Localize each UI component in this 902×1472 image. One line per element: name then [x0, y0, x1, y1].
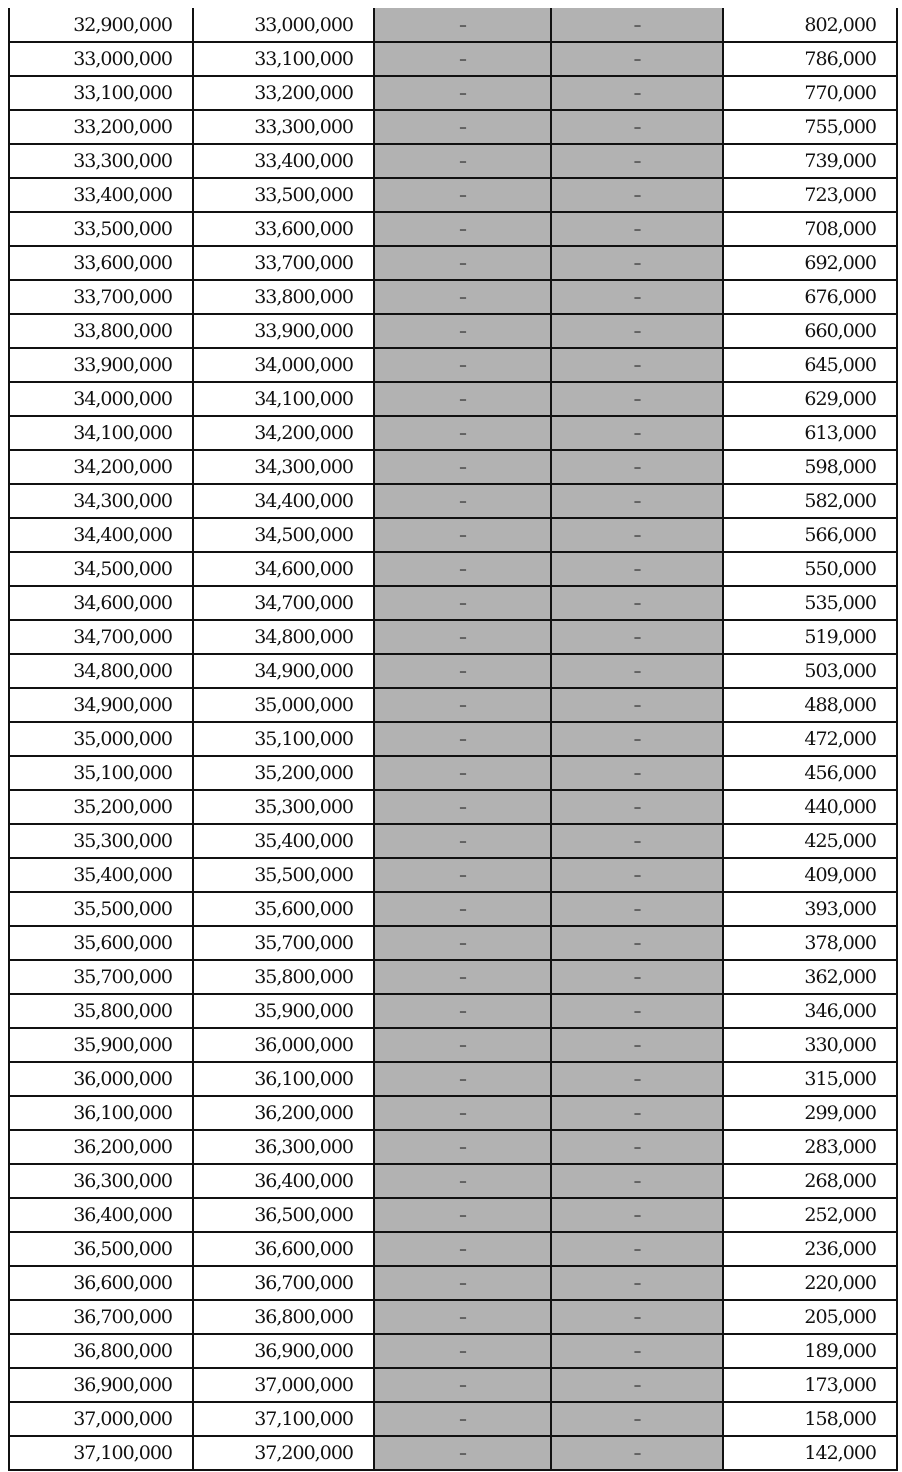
- range-to-cell: 35,500,000: [193, 858, 374, 892]
- gray-cell-1-cell: –: [374, 1130, 551, 1164]
- range-to-cell: 33,500,000: [193, 178, 374, 212]
- gray-cell-1-cell: –: [374, 110, 551, 144]
- table-row: [9, 688, 897, 722]
- table-row: [9, 416, 897, 450]
- range-from-cell: 35,200,000: [9, 790, 193, 824]
- table-row: [9, 722, 897, 756]
- gray-cell-2-cell: –: [551, 42, 723, 76]
- range-from-cell: 34,100,000: [9, 416, 193, 450]
- gray-cell-1-cell: –: [374, 1028, 551, 1062]
- range-from-cell: 34,900,000: [9, 688, 193, 722]
- range-from-cell: 35,100,000: [9, 756, 193, 790]
- gray-cell-1-cell: –: [374, 960, 551, 994]
- range-from-cell: 33,400,000: [9, 178, 193, 212]
- gray-cell-1-cell: –: [374, 484, 551, 518]
- gray-cell-2-cell: –: [551, 994, 723, 1028]
- amount-cell: 488,000: [723, 688, 897, 722]
- gray-cell-2-cell: –: [551, 178, 723, 212]
- gray-cell-2-cell: –: [551, 858, 723, 892]
- amount-cell: 362,000: [723, 960, 897, 994]
- gray-cell-2-cell: –: [551, 1334, 723, 1368]
- table-row: [9, 960, 897, 994]
- table-row: [9, 858, 897, 892]
- gray-cell-2-cell: –: [551, 1130, 723, 1164]
- range-to-cell: 34,400,000: [193, 484, 374, 518]
- gray-cell-2-cell: –: [551, 348, 723, 382]
- range-from-cell: 35,900,000: [9, 1028, 193, 1062]
- range-to-cell: 34,600,000: [193, 552, 374, 586]
- amount-cell: 315,000: [723, 1062, 897, 1096]
- gray-cell-1-cell: –: [374, 1232, 551, 1266]
- gray-cell-2-cell: –: [551, 144, 723, 178]
- range-from-cell: 35,000,000: [9, 722, 193, 756]
- range-from-cell: 33,900,000: [9, 348, 193, 382]
- amount-cell: 346,000: [723, 994, 897, 1028]
- amount-cell: 456,000: [723, 756, 897, 790]
- range-to-cell: 35,000,000: [193, 688, 374, 722]
- range-to-cell: 36,800,000: [193, 1300, 374, 1334]
- gray-cell-1-cell: –: [374, 1334, 551, 1368]
- amount-cell: 676,000: [723, 280, 897, 314]
- amount-cell: 598,000: [723, 450, 897, 484]
- gray-cell-1-cell: –: [374, 586, 551, 620]
- range-from-cell: 33,700,000: [9, 280, 193, 314]
- gray-cell-2-cell: –: [551, 382, 723, 416]
- gray-cell-1-cell: –: [374, 450, 551, 484]
- table-row: [9, 926, 897, 960]
- range-to-cell: 35,300,000: [193, 790, 374, 824]
- gray-cell-1-cell: –: [374, 552, 551, 586]
- amount-cell: 393,000: [723, 892, 897, 926]
- table-row: [9, 790, 897, 824]
- amount-cell: 205,000: [723, 1300, 897, 1334]
- range-to-cell: 37,000,000: [193, 1368, 374, 1402]
- table-row: [9, 110, 897, 144]
- table-row: [9, 42, 897, 76]
- gray-cell-1-cell: –: [374, 892, 551, 926]
- table-row: [9, 450, 897, 484]
- table-row: [9, 212, 897, 246]
- range-to-cell: 36,700,000: [193, 1266, 374, 1300]
- table-row: [9, 1266, 897, 1300]
- amount-cell: 220,000: [723, 1266, 897, 1300]
- amount-cell: 550,000: [723, 552, 897, 586]
- gray-cell-1-cell: –: [374, 1096, 551, 1130]
- range-to-cell: 36,900,000: [193, 1334, 374, 1368]
- range-from-cell: 33,000,000: [9, 42, 193, 76]
- gray-cell-2-cell: –: [551, 484, 723, 518]
- amount-cell: 503,000: [723, 654, 897, 688]
- gray-cell-2-cell: –: [551, 1096, 723, 1130]
- table-row: [9, 144, 897, 178]
- range-to-cell: 34,900,000: [193, 654, 374, 688]
- range-to-cell: 35,100,000: [193, 722, 374, 756]
- amount-cell: 236,000: [723, 1232, 897, 1266]
- gray-cell-1-cell: –: [374, 926, 551, 960]
- table-body: [9, 8, 897, 1470]
- gray-cell-2-cell: –: [551, 110, 723, 144]
- amount-cell: 739,000: [723, 144, 897, 178]
- gray-cell-1-cell: –: [374, 382, 551, 416]
- gray-cell-1-cell: –: [374, 688, 551, 722]
- range-from-cell: 35,700,000: [9, 960, 193, 994]
- table-row: [9, 824, 897, 858]
- amount-cell: 755,000: [723, 110, 897, 144]
- range-to-cell: 36,000,000: [193, 1028, 374, 1062]
- gray-cell-1-cell: –: [374, 1164, 551, 1198]
- range-from-cell: 34,500,000: [9, 552, 193, 586]
- amount-cell: 582,000: [723, 484, 897, 518]
- gray-cell-1-cell: –: [374, 654, 551, 688]
- gray-cell-2-cell: –: [551, 1266, 723, 1300]
- gray-cell-1-cell: –: [374, 994, 551, 1028]
- amount-cell: 613,000: [723, 416, 897, 450]
- range-to-cell: 36,300,000: [193, 1130, 374, 1164]
- gray-cell-2-cell: –: [551, 654, 723, 688]
- gray-cell-2-cell: –: [551, 960, 723, 994]
- range-from-cell: 36,500,000: [9, 1232, 193, 1266]
- range-to-cell: 34,300,000: [193, 450, 374, 484]
- gray-cell-1-cell: –: [374, 1436, 551, 1470]
- gray-cell-1-cell: –: [374, 1062, 551, 1096]
- range-from-cell: 32,900,000: [9, 8, 193, 42]
- gray-cell-1-cell: –: [374, 1266, 551, 1300]
- gray-cell-2-cell: –: [551, 518, 723, 552]
- range-from-cell: 33,200,000: [9, 110, 193, 144]
- range-from-cell: 36,000,000: [9, 1062, 193, 1096]
- range-from-cell: 34,400,000: [9, 518, 193, 552]
- range-to-cell: 33,000,000: [193, 8, 374, 42]
- amount-cell: 802,000: [723, 8, 897, 42]
- range-from-cell: 35,800,000: [9, 994, 193, 1028]
- gray-cell-1-cell: –: [374, 1368, 551, 1402]
- range-from-cell: 33,600,000: [9, 246, 193, 280]
- amount-cell: 268,000: [723, 1164, 897, 1198]
- amount-cell: 440,000: [723, 790, 897, 824]
- range-to-cell: 33,600,000: [193, 212, 374, 246]
- range-from-cell: 33,300,000: [9, 144, 193, 178]
- amount-cell: 378,000: [723, 926, 897, 960]
- range-to-cell: 36,500,000: [193, 1198, 374, 1232]
- amount-cell: 409,000: [723, 858, 897, 892]
- table-row: [9, 620, 897, 654]
- gray-cell-2-cell: –: [551, 756, 723, 790]
- amount-cell: 425,000: [723, 824, 897, 858]
- gray-cell-1-cell: –: [374, 314, 551, 348]
- amount-cell: 519,000: [723, 620, 897, 654]
- range-to-cell: 35,800,000: [193, 960, 374, 994]
- gray-cell-2-cell: –: [551, 212, 723, 246]
- table-row: [9, 1130, 897, 1164]
- amount-cell: 142,000: [723, 1436, 897, 1470]
- table-row: [9, 1198, 897, 1232]
- range-to-cell: 33,700,000: [193, 246, 374, 280]
- table-row: [9, 892, 897, 926]
- table-row: [9, 1334, 897, 1368]
- table-row: [9, 1368, 897, 1402]
- gray-cell-1-cell: –: [374, 144, 551, 178]
- gray-cell-2-cell: –: [551, 280, 723, 314]
- range-from-cell: 33,800,000: [9, 314, 193, 348]
- gray-cell-2-cell: –: [551, 1300, 723, 1334]
- table-row: [9, 484, 897, 518]
- gray-cell-1-cell: –: [374, 824, 551, 858]
- range-to-cell: 35,200,000: [193, 756, 374, 790]
- gray-cell-1-cell: –: [374, 756, 551, 790]
- table-row: [9, 1402, 897, 1436]
- table-row: [9, 314, 897, 348]
- gray-cell-2-cell: –: [551, 790, 723, 824]
- gray-cell-2-cell: –: [551, 76, 723, 110]
- range-to-cell: 33,800,000: [193, 280, 374, 314]
- gray-cell-1-cell: –: [374, 518, 551, 552]
- range-from-cell: 36,400,000: [9, 1198, 193, 1232]
- gray-cell-1-cell: –: [374, 178, 551, 212]
- range-to-cell: 35,700,000: [193, 926, 374, 960]
- gray-cell-1-cell: –: [374, 42, 551, 76]
- amount-cell: 472,000: [723, 722, 897, 756]
- range-to-cell: 36,600,000: [193, 1232, 374, 1266]
- table-row: [9, 348, 897, 382]
- gray-cell-1-cell: –: [374, 246, 551, 280]
- amount-cell: 535,000: [723, 586, 897, 620]
- range-from-cell: 35,300,000: [9, 824, 193, 858]
- range-to-cell: 37,200,000: [193, 1436, 374, 1470]
- gray-cell-2-cell: –: [551, 450, 723, 484]
- gray-cell-2-cell: –: [551, 892, 723, 926]
- gray-cell-1-cell: –: [374, 620, 551, 654]
- range-from-cell: 37,000,000: [9, 1402, 193, 1436]
- table-row: [9, 246, 897, 280]
- table-row: [9, 178, 897, 212]
- range-to-cell: 33,900,000: [193, 314, 374, 348]
- gray-cell-1-cell: –: [374, 722, 551, 756]
- range-from-cell: 36,100,000: [9, 1096, 193, 1130]
- gray-cell-2-cell: –: [551, 586, 723, 620]
- gray-cell-2-cell: –: [551, 1028, 723, 1062]
- amount-cell: 645,000: [723, 348, 897, 382]
- gray-cell-1-cell: –: [374, 1402, 551, 1436]
- range-to-cell: 35,900,000: [193, 994, 374, 1028]
- gray-cell-2-cell: –: [551, 8, 723, 42]
- table-row: [9, 1232, 897, 1266]
- gray-cell-2-cell: –: [551, 1232, 723, 1266]
- range-from-cell: 34,600,000: [9, 586, 193, 620]
- table-row: [9, 8, 897, 42]
- range-to-cell: 34,200,000: [193, 416, 374, 450]
- table-row: [9, 552, 897, 586]
- table-row: [9, 994, 897, 1028]
- range-to-cell: 37,100,000: [193, 1402, 374, 1436]
- table-row: [9, 1062, 897, 1096]
- range-from-cell: 34,800,000: [9, 654, 193, 688]
- gray-cell-2-cell: –: [551, 1436, 723, 1470]
- gray-cell-2-cell: –: [551, 1368, 723, 1402]
- amount-cell: 566,000: [723, 518, 897, 552]
- range-to-cell: 36,200,000: [193, 1096, 374, 1130]
- table-row: [9, 1436, 897, 1470]
- gray-cell-2-cell: –: [551, 1402, 723, 1436]
- range-from-cell: 34,700,000: [9, 620, 193, 654]
- gray-cell-2-cell: –: [551, 1164, 723, 1198]
- amount-cell: 692,000: [723, 246, 897, 280]
- amount-cell: 660,000: [723, 314, 897, 348]
- gray-cell-1-cell: –: [374, 280, 551, 314]
- amount-cell: 708,000: [723, 212, 897, 246]
- range-to-cell: 36,100,000: [193, 1062, 374, 1096]
- amount-cell: 189,000: [723, 1334, 897, 1368]
- gray-cell-2-cell: –: [551, 246, 723, 280]
- gray-cell-1-cell: –: [374, 348, 551, 382]
- range-to-cell: 34,100,000: [193, 382, 374, 416]
- gray-cell-2-cell: –: [551, 824, 723, 858]
- gray-cell-2-cell: –: [551, 722, 723, 756]
- amount-cell: 252,000: [723, 1198, 897, 1232]
- range-from-cell: 36,200,000: [9, 1130, 193, 1164]
- range-from-cell: 37,100,000: [9, 1436, 193, 1470]
- range-to-cell: 35,400,000: [193, 824, 374, 858]
- table-row: [9, 518, 897, 552]
- gray-cell-2-cell: –: [551, 688, 723, 722]
- range-from-cell: 35,600,000: [9, 926, 193, 960]
- range-to-cell: 34,000,000: [193, 348, 374, 382]
- range-to-cell: 33,100,000: [193, 42, 374, 76]
- amount-cell: 330,000: [723, 1028, 897, 1062]
- amount-cell: 770,000: [723, 76, 897, 110]
- gray-cell-2-cell: –: [551, 926, 723, 960]
- gray-cell-1-cell: –: [374, 858, 551, 892]
- table-row: [9, 1164, 897, 1198]
- range-to-cell: 34,500,000: [193, 518, 374, 552]
- range-from-cell: 33,500,000: [9, 212, 193, 246]
- gray-cell-1-cell: –: [374, 790, 551, 824]
- range-from-cell: 36,700,000: [9, 1300, 193, 1334]
- range-from-cell: 36,600,000: [9, 1266, 193, 1300]
- range-from-cell: 36,300,000: [9, 1164, 193, 1198]
- range-from-cell: 36,900,000: [9, 1368, 193, 1402]
- range-from-cell: 33,100,000: [9, 76, 193, 110]
- gray-cell-2-cell: –: [551, 620, 723, 654]
- income-bracket-table: [8, 8, 898, 1471]
- gray-cell-2-cell: –: [551, 314, 723, 348]
- table-row: [9, 1300, 897, 1334]
- table-row: [9, 756, 897, 790]
- range-to-cell: 34,800,000: [193, 620, 374, 654]
- range-to-cell: 34,700,000: [193, 586, 374, 620]
- range-from-cell: 36,800,000: [9, 1334, 193, 1368]
- range-to-cell: 33,200,000: [193, 76, 374, 110]
- gray-cell-1-cell: –: [374, 212, 551, 246]
- range-to-cell: 35,600,000: [193, 892, 374, 926]
- table-row: [9, 1096, 897, 1130]
- amount-cell: 173,000: [723, 1368, 897, 1402]
- range-from-cell: 34,000,000: [9, 382, 193, 416]
- amount-cell: 629,000: [723, 382, 897, 416]
- range-to-cell: 33,400,000: [193, 144, 374, 178]
- gray-cell-2-cell: –: [551, 1062, 723, 1096]
- table-row: [9, 76, 897, 110]
- range-from-cell: 34,300,000: [9, 484, 193, 518]
- amount-cell: 786,000: [723, 42, 897, 76]
- amount-cell: 723,000: [723, 178, 897, 212]
- amount-cell: 158,000: [723, 1402, 897, 1436]
- range-from-cell: 35,400,000: [9, 858, 193, 892]
- range-to-cell: 36,400,000: [193, 1164, 374, 1198]
- table-row: [9, 586, 897, 620]
- table-row: [9, 1028, 897, 1062]
- amount-cell: 299,000: [723, 1096, 897, 1130]
- gray-cell-2-cell: –: [551, 552, 723, 586]
- range-from-cell: 35,500,000: [9, 892, 193, 926]
- table-row: [9, 382, 897, 416]
- gray-cell-1-cell: –: [374, 8, 551, 42]
- gray-cell-1-cell: –: [374, 76, 551, 110]
- gray-cell-2-cell: –: [551, 416, 723, 450]
- gray-cell-1-cell: –: [374, 416, 551, 450]
- range-to-cell: 33,300,000: [193, 110, 374, 144]
- range-from-cell: 34,200,000: [9, 450, 193, 484]
- gray-cell-2-cell: –: [551, 1198, 723, 1232]
- amount-cell: 283,000: [723, 1130, 897, 1164]
- table-row: [9, 654, 897, 688]
- table-row: [9, 280, 897, 314]
- gray-cell-1-cell: –: [374, 1198, 551, 1232]
- gray-cell-1-cell: –: [374, 1300, 551, 1334]
